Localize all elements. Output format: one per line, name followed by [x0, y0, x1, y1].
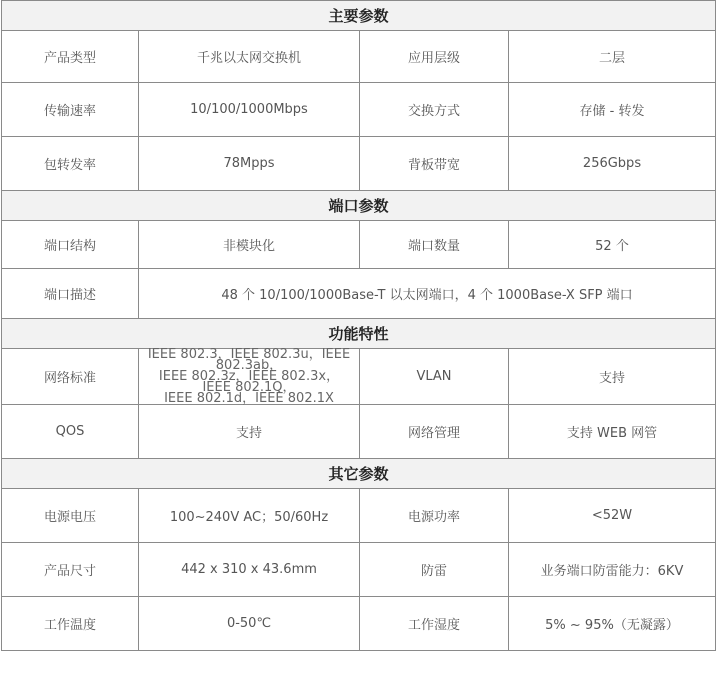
qos-label: QOS [2, 405, 139, 459]
port-desc-label: 端口描述 [2, 269, 139, 319]
network-standard-line: IEEE 802.1d，IEEE 802.1X [164, 391, 334, 406]
humidity-label: 工作湿度 [360, 597, 509, 651]
temperature-label: 工作温度 [2, 597, 139, 651]
rate-value: 10/100/1000Mbps [139, 83, 360, 137]
network-standard-line: IEEE 802.3，IEEE 802.3u，IEEE 802.3ab， [147, 347, 351, 373]
port-structure-value: 非模块化 [139, 221, 360, 269]
section-header-other [2, 459, 716, 489]
size-value: 442 x 310 x 43.6mm [139, 543, 360, 597]
section-header-main [2, 1, 716, 31]
product-type-value: 千兆以太网交换机 [139, 31, 360, 83]
network-management-value: 支持 WEB 网管 [509, 405, 716, 459]
table-row [2, 137, 716, 191]
pps-label: 包转发率 [2, 137, 139, 191]
table-row [2, 83, 716, 137]
rate-label: 传输速率 [2, 83, 139, 137]
voltage-value: 100~240V AC；50/60Hz [139, 489, 360, 543]
port-desc-value: 48 个 10/100/1000Base-T 以太网端口，4 个 1000Base-X SFP 端口 [139, 269, 716, 319]
section-header-feature [2, 319, 716, 349]
size-label: 产品尺寸 [2, 543, 139, 597]
port-count-label: 端口数量 [360, 221, 509, 269]
section-header-port [2, 191, 716, 221]
backplane-label: 背板带宽 [360, 137, 509, 191]
network-management-label: 网络管理 [360, 405, 509, 459]
switch-mode-value: 存储 - 转发 [509, 83, 716, 137]
section-title: 端口参数 [2, 191, 716, 221]
app-layer-label: 应用层级 [360, 31, 509, 83]
section-title: 主要参数 [2, 1, 716, 31]
humidity-value: 5% ~ 95%（无凝露） [509, 597, 716, 651]
qos-value: 支持 [139, 405, 360, 459]
vlan-label: VLAN [360, 349, 509, 405]
table-row [2, 543, 716, 597]
product-type-label: 产品类型 [2, 31, 139, 83]
app-layer-value: 二层 [509, 31, 716, 83]
table-row [2, 489, 716, 543]
port-count-value: 52 个 [509, 221, 716, 269]
voltage-label: 电源电压 [2, 489, 139, 543]
backplane-value: 256Gbps [509, 137, 716, 191]
surge-label: 防雷 [360, 543, 509, 597]
pps-value: 78Mpps [139, 137, 360, 191]
network-standard-line: IEEE 802.3z，IEEE 802.3x，IEEE 802.1Q， [158, 369, 340, 395]
power-label: 电源功率 [360, 489, 509, 543]
table-row [2, 31, 716, 83]
network-standard-value [139, 349, 360, 405]
table-row [2, 349, 716, 405]
table-row [2, 405, 716, 459]
section-title: 功能特性 [2, 319, 716, 349]
vlan-value: 支持 [509, 349, 716, 405]
spec-table [1, 0, 716, 651]
port-structure-label: 端口结构 [2, 221, 139, 269]
table-row [2, 597, 716, 651]
surge-value: 业务端口防雷能力：6KV [509, 543, 716, 597]
power-value: <52W [509, 489, 716, 543]
table-row [2, 221, 716, 269]
section-title: 其它参数 [2, 459, 716, 489]
switch-mode-label: 交换方式 [360, 83, 509, 137]
network-standard-label: 网络标准 [2, 349, 139, 405]
table-row [2, 269, 716, 319]
temperature-value: 0-50℃ [139, 597, 360, 651]
